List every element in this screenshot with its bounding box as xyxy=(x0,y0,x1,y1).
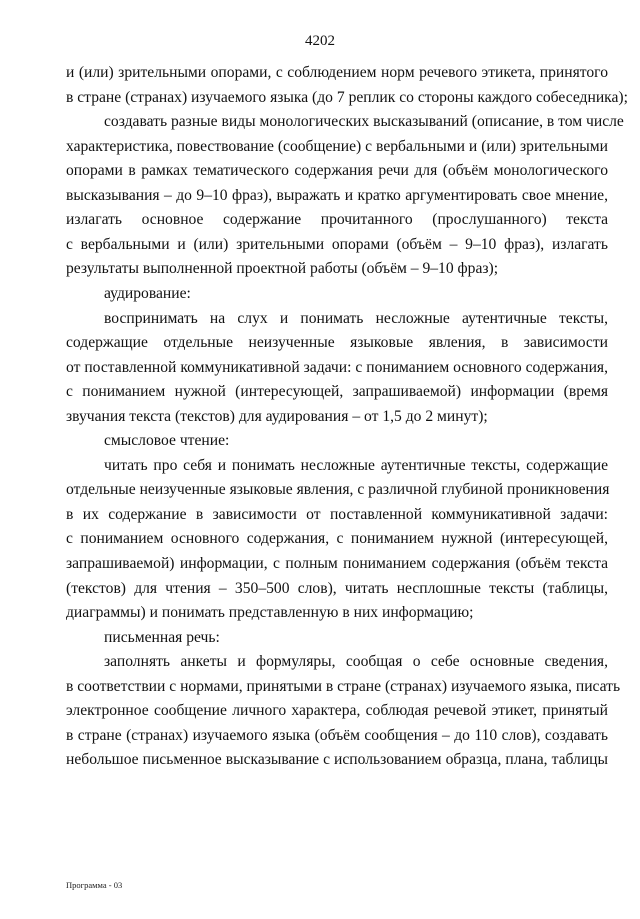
text-line: с пониманием нужной (интересующей, запрашиваемой) информации (время xyxy=(66,383,608,401)
text-line: диаграммы) и понимать представленную в них информацию; xyxy=(66,604,474,622)
text-line: электронное сообщение личного характера, соблюдая речевой этикет, принятый xyxy=(66,702,608,720)
page-number: 4202 xyxy=(305,33,335,49)
text-line: читать про себя и понимать несложные аутентичные тексты, содержащие xyxy=(104,456,608,474)
text-line: в соответствии с нормами, принятыми в стране (странах) изучаемого языка, писать xyxy=(66,677,621,695)
text-line: характеристика, повествование (сообщение) с вербальными и (или) зрительными xyxy=(66,137,608,155)
text-line: от поставленной коммуникативной задачи: с пониманием основного содержания, xyxy=(66,358,608,376)
text-line: создавать разные виды монологических высказываний (описание, в том числе xyxy=(104,113,624,131)
text-line: в их содержание в зависимости от поставленной коммуникативной задачи: xyxy=(66,505,608,523)
text-line: письменная речь: xyxy=(104,628,220,646)
text-line: и (или) зрительными опорами, с соблюдением норм речевого этикета, принятого xyxy=(66,64,608,81)
text-line: запрашиваемой) информации, с полным пониманием содержания (объём текста xyxy=(66,555,608,572)
text-line: небольшое письменное высказывание с использованием образца, плана, таблицы xyxy=(66,751,608,769)
text-line: с вербальными и (или) зрительными опорами (объём – 9–10 фраз), излагать xyxy=(66,235,608,253)
text-line: заполнять анкеты и формуляры, сообщая о себе основные сведения, xyxy=(104,653,608,671)
text-line: отдельные неизученные языковые явления, с различной глубиной проникновения xyxy=(66,481,610,499)
text-line: в стране (странах) изучаемого языка (объём сообщения – до 110 слов), создавать xyxy=(66,726,608,744)
text-line: с пониманием основного содержания, с пониманием нужной (интересующей, xyxy=(66,530,608,548)
text-line: в стране (странах) изучаемого языка (до 7 реплик со стороны каждого собеседника); xyxy=(66,88,628,106)
text-line: опорами в рамках тематического содержания речи для (объём монологического xyxy=(66,162,608,180)
text-line: результаты выполненной проектной работы (объём – 9–10 фраз); xyxy=(66,260,499,278)
text-line: излагать основное содержание прочитанного (прослушанного) текста xyxy=(66,211,608,229)
text-line: воспринимать на слух и понимать несложные аутентичные тексты, xyxy=(104,309,608,327)
text-line: звучания текста (текстов) для аудирования – от 1,5 до 2 минут); xyxy=(66,407,488,425)
text-line: высказывания – до 9–10 фраз), выражать и кратко аргументировать свое мнение, xyxy=(66,186,608,204)
text-line: содержащие отдельные неизученные языковые явления, в зависимости xyxy=(66,334,608,352)
text-line: аудирование: xyxy=(104,284,191,302)
text-line: смысловое чтение: xyxy=(104,432,230,450)
text-line: (текстов) для чтения – 350–500 слов), читать несплошные тексты (таблицы, xyxy=(66,579,608,597)
footer-label: Программа - 03 xyxy=(66,880,123,890)
